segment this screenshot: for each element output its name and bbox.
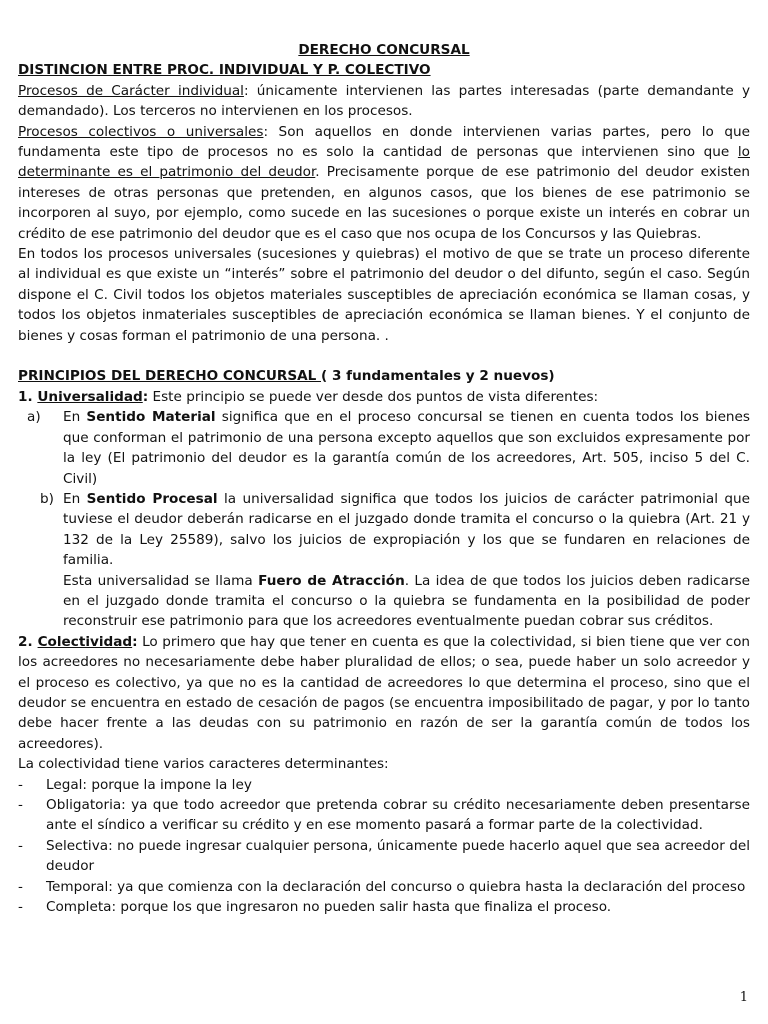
list-item-text: la universalidad significa que todos los juicios de carácter patrimonial que tuviese el deudor deberán radicarse en el juzgado donde tramita el concurso o la quiebra (Art. 21 y 132 de la Ley 25589), salvo los juicios de expropiación y los que se fundaren en relaciones de familia. bbox=[63, 490, 751, 569]
list-item-sentido-procesal bbox=[18, 489, 750, 571]
list-item-pre: En bbox=[63, 490, 87, 507]
list-item-completa bbox=[18, 897, 750, 917]
text-universalidad: Este principio se puede ver desde dos puntos de vista diferentes: bbox=[148, 388, 599, 405]
list-item-body: Obligatoria: ya que todo acreedor que pretenda cobrar su crédito necesariamente deben presentarse ante el síndico a verificar su crédito y en ese momento pasará a formar parte de la colectividad. bbox=[46, 797, 750, 834]
list-item-body: Temporal: ya que comienza con la declaración del concurso o quiebra hasta la declaración del proceso bbox=[46, 878, 746, 895]
list-item-legal bbox=[18, 775, 750, 795]
paragraph-procesos-colectivos bbox=[18, 122, 750, 244]
text-procesos-colectivos-b: . Precisamente porque de ese patrimonio del deudor existen intereses de otras personas que pretenden, en algunos casos, que los bienes de ese patrimonio se incorporen al suyo, por ejemplo, como sucede en las sucesiones o porque existe un interés en cobrar un crédito de ese patrimonio del deudor que es el caso que nos ocupa de los Concursos y las Quiebras. bbox=[18, 164, 750, 242]
section-number: 2. bbox=[18, 633, 38, 650]
list-marker: - bbox=[18, 797, 23, 814]
fuero-text: . La idea de que todos los juicios deben radicarse en el juzgado donde tramita el concurso o la quiebra se fundamenta en la posibilidad de poder reconstruir ese patrimonio para que los acreedores eventualmente puedan cobrar sus créditos. bbox=[63, 572, 751, 630]
term-procesos-colectivos: Procesos colectivos o universales bbox=[18, 123, 264, 140]
bold-sentido-procesal: Sentido Procesal bbox=[86, 490, 218, 507]
term-colon: : bbox=[142, 388, 149, 405]
underlined-patrimonio: lo determinante es el patrimonio del deudor bbox=[18, 144, 750, 181]
page-number: 1 bbox=[739, 990, 748, 1005]
list-marker: - bbox=[18, 776, 23, 793]
list-marker: b) bbox=[40, 490, 54, 507]
section-number: 1. bbox=[18, 388, 38, 405]
list-item-body: Legal: porque la impone la ley bbox=[46, 776, 252, 793]
section-colectividad bbox=[18, 632, 750, 754]
paragraph-fuero-atraccion bbox=[18, 571, 750, 632]
heading-distincion-text: DISTINCION ENTRE PROC. INDIVIDUAL Y P. COLECTIVO bbox=[18, 62, 431, 79]
list-item-temporal bbox=[18, 877, 750, 897]
term-colectividad: Colectividad bbox=[37, 633, 133, 650]
list-item-body: Selectiva: no puede ingresar cualquier persona, únicamente puede hacerlo aquel que sea acreedor del deudor bbox=[46, 837, 750, 875]
document-title: DERECHO CONCURSAL bbox=[298, 42, 470, 58]
term-universalidad: Universalidad bbox=[37, 388, 143, 405]
list-marker: a) bbox=[27, 409, 41, 426]
document-page bbox=[18, 40, 750, 917]
text-procesos-individual: : únicamente intervienen las partes interesadas (parte demandante y demandado). Los terceros no intervienen en los procesos. bbox=[18, 82, 750, 120]
text-colectividad: Lo primero que hay que tener en cuenta es que la colectividad, si bien tiene que ver con los acreedores no necesariamente debe haber pluralidad de ellos; o sea, puede haber un solo acreedor y el proceso es colectivo, ya que no es la cantidad de acreedores lo que determina el proceso, sino que el deudor se encuentra en estado de cesación de pagos (se encuentra imposibilitado de pagar, y por lo tanto debe hacer frente a las deudas con su patrimonio en razón de ser la garantía común de todos los acreedores). bbox=[18, 633, 751, 752]
heading-principios bbox=[18, 366, 750, 386]
list-item-text: significa que en el proceso concursal se tienen en cuenta todos los bienes que conforman el patrimonio de una persona excepto aquellos que son excluidos expresamente por la ley (El patrimonio del deudor es la garantía común de los acreedores, Art. 505, inciso 5 del C. Civil) bbox=[63, 409, 750, 487]
bold-sentido-material: Sentido Material bbox=[86, 409, 216, 426]
term-procesos-individual: Procesos de Carácter individual bbox=[18, 82, 244, 99]
list-item-pre: En bbox=[63, 409, 87, 426]
list-marker: - bbox=[18, 878, 23, 895]
list-marker: - bbox=[18, 899, 23, 916]
list-item-body: Completa: porque los que ingresaron no pueden salir hasta que finaliza el proceso. bbox=[46, 899, 612, 916]
list-item-obligatoria bbox=[18, 795, 750, 836]
list-item-sentido-material bbox=[18, 407, 750, 489]
list-item-body bbox=[63, 489, 750, 571]
term-colon: : bbox=[132, 633, 138, 650]
paragraph-caracteres: La colectividad tiene varios caracteres determinantes: bbox=[18, 756, 389, 773]
heading-distincion bbox=[18, 60, 750, 80]
list-item-body bbox=[63, 407, 750, 489]
spacer bbox=[18, 346, 750, 366]
bold-fuero-atraccion: Fuero de Atracción bbox=[258, 572, 405, 589]
fuero-pre: Esta universalidad se llama bbox=[63, 572, 259, 589]
heading-principios-underlined: PRINCIPIOS DEL DERECHO CONCURSAL bbox=[18, 368, 322, 385]
section-universalidad bbox=[18, 387, 750, 407]
paragraph-procesos-universales: En todos los procesos universales (sucesiones y quiebras) el motivo de que se trate un proceso diferente al individual es que existe un “interés” sobre el patrimonio del deudor o del difunto, según el caso. Según dispone el C. Civil todos los objetos materiales susceptibles de apreciación económica se llaman cosas, y todos los objetos inmateriales susceptibles de apreciación económica se llaman bienes. Y el conjunto de bienes y cosas forman el patrimonio de una persona. . bbox=[18, 246, 750, 344]
list-marker: - bbox=[18, 837, 23, 854]
heading-principios-rest: ( 3 fundamentales y 2 nuevos) bbox=[321, 368, 555, 385]
list-item-selectiva bbox=[18, 836, 750, 877]
paragraph-procesos-individual bbox=[18, 81, 750, 122]
text-procesos-colectivos-a: : Son aquellos en donde intervienen varias partes, pero lo que fundamenta este tipo de procesos no es solo la cantidad de personas que intervienen sino que bbox=[18, 123, 750, 161]
